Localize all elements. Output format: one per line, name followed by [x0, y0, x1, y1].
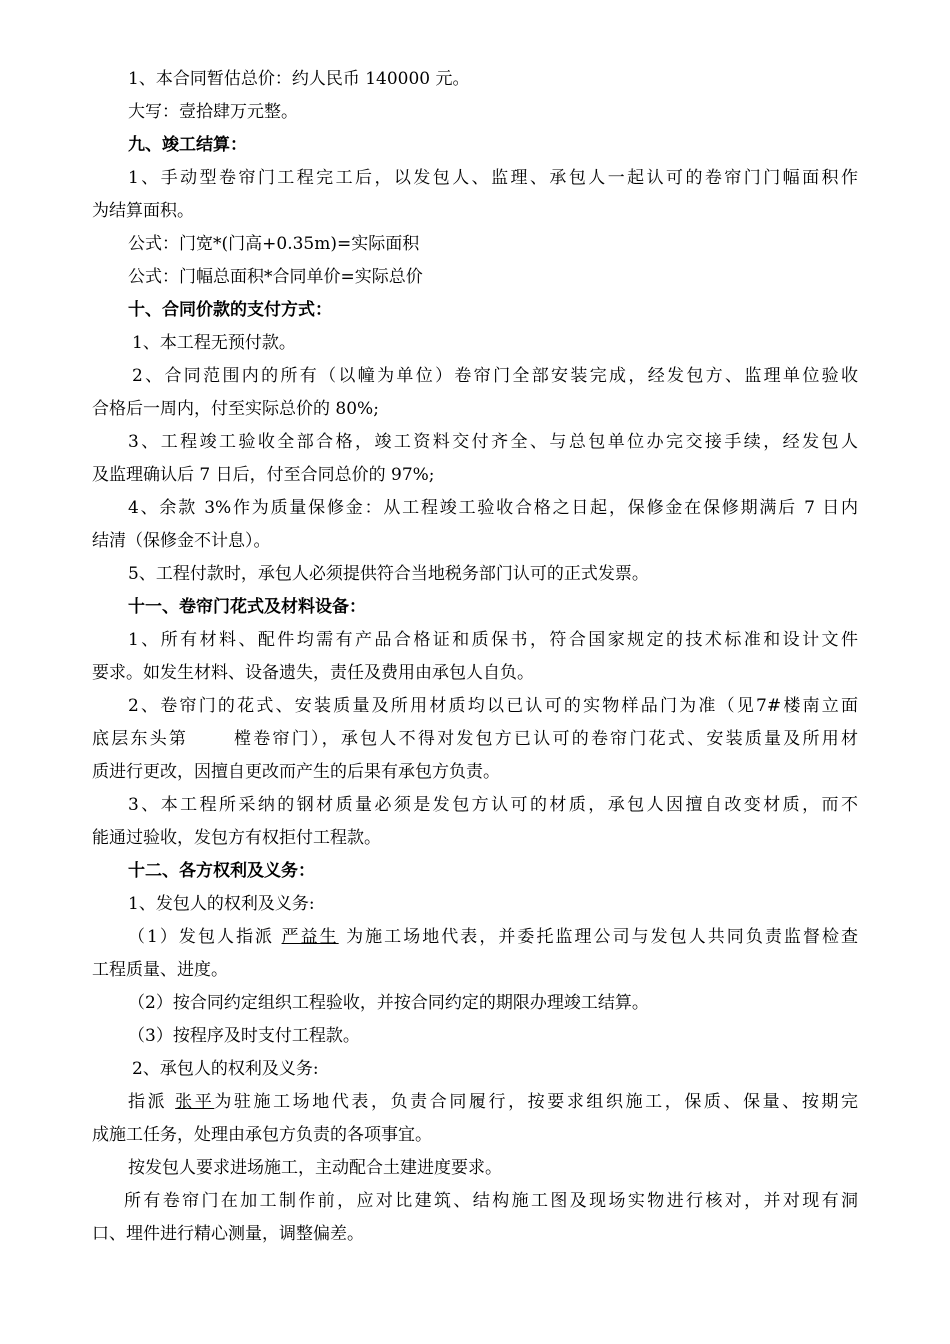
contractor-item2: 按发包人要求进场施工，主动配合土建进度要求。 [128, 1158, 502, 1178]
sec10-item3-line2: 及监理确认后 7 日后，付至合同总价的 97%; [92, 465, 435, 485]
contract-price-capital: 大写：壹拾肆万元整。 [128, 102, 298, 122]
employer-item2: （2）按合同约定组织工程验收，并按合同约定的期限办理竣工结算。 [128, 993, 649, 1013]
sec11-item2-line3: 质进行更改，因擅自更改而产生的后果有承包方负责。 [92, 762, 500, 782]
section-10-heading: 十、合同价款的支付方式： [128, 300, 332, 320]
sec11-item2-line1: 2、卷帘门的花式、安装质量及所用材质均以已认可的实物样品门为准（见7#楼南立面 [128, 696, 858, 716]
employer-item3: （3）按程序及时支付工程款。 [128, 1026, 360, 1046]
sec10-item5: 5、工程付款时，承包人必须提供符合当地税务部门认可的正式发票。 [128, 564, 649, 584]
sec10-item3-line1: 3、工程竣工验收全部合格，竣工资料交付齐全、与总包单位办完交接手续，经发包人 [128, 432, 858, 452]
contractor-item3-line2: 口、埋件进行精心测量，调整偏差。 [92, 1224, 364, 1244]
sec9-para1-line2: 为结算面积。 [92, 201, 194, 221]
sec10-item4-line2: 结清（保修金不计息）。 [92, 531, 271, 551]
employer-item1-line2: 工程质量、进度。 [92, 960, 228, 980]
employer-item1-prefix: （1）发包人指派 [128, 927, 282, 947]
section-12-heading: 十二、各方权利及义务： [128, 861, 315, 881]
employer-item1-suffix: 为施工场地代表，并委托监理公司与发包人共同负责监督检查 [338, 927, 858, 947]
employer-representative-name: 严益生 [281, 927, 339, 947]
contractor-item1-line1 [128, 1087, 858, 1117]
contractor-item1-line2: 成施工任务，处理由承包方负责的各项事宜。 [92, 1125, 432, 1145]
contractor-representative-name: 张平 [175, 1092, 215, 1112]
sec10-item1: 1、本工程无预付款。 [132, 333, 296, 353]
employer-duties-heading: 1、发包人的权利及义务: [128, 894, 315, 914]
employer-item1-line1 [128, 922, 858, 952]
sec11-item3-line1: 3、本工程所采纳的钢材质量必须是发包方认可的材质，承包人因擅自改变材质，而不 [128, 795, 858, 815]
sec9-para1-line1: 1、手动型卷帘门工程完工后，以发包人、监理、承包人一起认可的卷帘门门幅面积作 [128, 168, 858, 188]
contractor-duties-heading: 2、承包人的权利及义务: [132, 1059, 319, 1079]
sec9-formula-price: 公式：门幅总面积*合同单价=实际总价 [128, 267, 423, 287]
sec11-item1-line2: 要求。如发生材料、设备遗失，责任及费用由承包人自负。 [92, 663, 534, 683]
sec11-item3-line2: 能通过验收，发包方有权拒付工程款。 [92, 828, 381, 848]
sec10-item2-line1: 2、合同范围内的所有（以幢为单位）卷帘门全部安装完成，经发包方、监理单位验收 [132, 366, 858, 386]
contractor-item1-prefix: 指派 [128, 1092, 176, 1112]
section-11-heading: 十一、卷帘门花式及材料设备： [128, 597, 366, 617]
contractor-item3-line1: 所有卷帘门在加工制作前，应对比建筑、结构施工图及现场实物进行核对，并对现有洞 [124, 1191, 858, 1211]
sec11-item1-line1: 1、所有材料、配件均需有产品合格证和质保书，符合国家规定的技术标准和设计文件 [128, 630, 858, 650]
sec9-formula-area: 公式：门宽*(门高+0.35m)=实际面积 [128, 234, 420, 254]
sec10-item2-line2: 合格后一周内，付至实际总价的 80%; [92, 399, 379, 419]
contract-price-line: 1、本合同暂估总价：约人民币 140000 元。 [128, 69, 470, 89]
sec10-item4-line1: 4、余款 3%作为质量保修金：从工程竣工验收合格之日起，保修金在保修期满后 7 日内 [128, 498, 858, 518]
sec11-item2-line2: 底层东头第 樘卷帘门），承包人不得对发包方已认可的卷帘门花式、安装质量及所用材 [92, 729, 858, 749]
contractor-item1-suffix: 为驻施工场地代表，负责合同履行，按要求组织施工，保质、保量、按期完 [214, 1092, 859, 1112]
section-9-heading: 九、竣工结算： [128, 135, 247, 155]
